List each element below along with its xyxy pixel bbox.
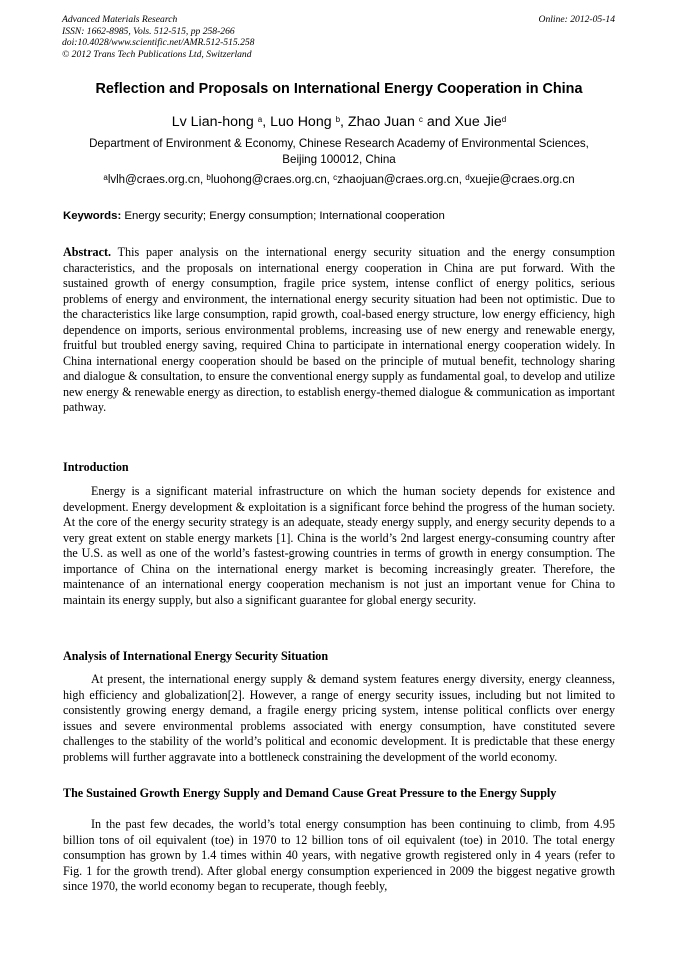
email-mark: c — [333, 173, 338, 182]
introduction-section — [63, 484, 615, 608]
email-separator: , — [326, 174, 334, 186]
author-mark: d — [501, 115, 507, 124]
analysis-section — [63, 672, 615, 765]
email-mark: d — [465, 173, 470, 182]
issn-line: ISSN: 1662-8985, Vols. 512-515, pp 258-266 — [62, 25, 235, 37]
section-heading-analysis: Analysis of International Energy Security Situation — [63, 649, 329, 663]
email-address[interactable]: luohong@craes.org.cn — [210, 174, 327, 186]
email-separator: , — [458, 174, 466, 186]
email-address[interactable]: zhaojuan@craes.org.cn — [337, 174, 459, 186]
abstract-text: This paper analysis on the international energy security situation and the energy consumption characteristics, and the proposals on international energy cooperation in China are put forward. With the sustained growth of energy consumption, fragile price system, intense conflict of energy politics, serious problems of energy and environment, the international energy security situation had been not optimistic. Due to the characteristics like large consumption, rapid growth, coal-based energy structure, low energy efficiency, high dependence on imports, serious environmental problems, increasing use of new energy and renewable energy, fruitful but troubled energy saving, required China to participate in international energy cooperation widely. In China international energy cooperation should be based on the principle of mutual benefit, technology sharing and dialogue & consultation, to ensure the conventional energy supply as fundamental goal, to develop and utilize new energy & renewable energy as direction, to establish energy-themed dialogue & communication as important pathway. — [63, 245, 615, 414]
sustained-growth-section — [63, 817, 615, 895]
keywords-label: Keywords: — [63, 210, 122, 222]
abstract — [63, 245, 615, 416]
copyright-line: © 2012 Trans Tech Publications Ltd, Switzerland — [62, 48, 252, 60]
section-heading-introduction: Introduction — [63, 460, 129, 474]
affiliation — [40, 136, 638, 168]
keywords-text: Energy security; Energy consumption; International cooperation — [121, 210, 445, 222]
subsection-heading-sustained-growth: The Sustained Growth Energy Supply and Demand Cause Great Pressure to the Energy Supply — [63, 786, 557, 800]
author-separator: , — [340, 114, 348, 130]
doi-line[interactable]: doi:10.4028/www.scientific.net/AMR.512-515.258 — [62, 37, 255, 49]
author-name: Zhao Juan — [347, 114, 415, 130]
email-address[interactable]: xuejie@craes.org.cn — [469, 174, 575, 186]
analysis-paragraph: At present, the international energy supply & demand system features energy diversity, energy cleanness, high efficiency and globalization[2]. However, a range of energy security issues, including but not limited to consistently growing energy demand, a fragile energy pricing system, intense political conflicts over energy issues and severe environmental problems associated with energy consumption, have constituted severe challenges to the stability of the world’s political and economic development. It is predictable that these energy problems will further aggravate into a bottleneck constraining the development of the world economy. — [63, 672, 615, 764]
abstract-label: Abstract. — [63, 245, 112, 259]
email-separator: , — [200, 174, 207, 186]
author-mark: b — [335, 115, 341, 124]
keywords — [63, 208, 616, 224]
affiliation-line: Beijing 100012, China — [282, 153, 396, 166]
email-list — [40, 172, 638, 188]
author-mark: a — [257, 115, 263, 124]
author-name: Luo Hong — [270, 114, 332, 130]
affiliation-line: Department of Environment & Economy, Chinese Research Academy of Environmental Sciences, — [89, 137, 589, 150]
introduction-paragraph: Energy is a significant material infrastructure on which the human society depends for existence and development. Energy development & exploitation is a significant force behind the progress of the human society. At the core of the energy security strategy is an adequate, steady energy supply, and energy security depends to a very great extent on stable energy markets [1]. China is the world’s 2nd largest energy-consuming country after the U.S. as well as one of the world’s fastest-growing countries in terms of growth in energy consumption. The importance of China on the international energy market is becoming increasingly greater. Therefore, the maintenance of an international energy cooperation mechanism is not just an important venue for China to maintain its energy supply, but also a significant guarantee for global energy security. — [63, 484, 615, 607]
online-date: Online: 2012-05-14 — [538, 14, 615, 25]
author-separator: and — [422, 114, 455, 130]
journal-header — [62, 14, 615, 60]
email-mark: b — [206, 173, 211, 182]
journal-info — [62, 14, 615, 60]
author-name: Lv Lian-hong — [171, 114, 254, 130]
paper-title: Reflection and Proposals on International Energy Cooperation in China — [95, 81, 583, 97]
email-address[interactable]: lvlh@craes.org.cn — [107, 174, 201, 186]
author-mark: c — [418, 115, 423, 124]
author-name: Xue Jie — [454, 114, 502, 130]
sustained-growth-paragraph: In the past few decades, the world’s total energy consumption has been continuing to climb, from 4.95 billion tons of oil equivalent (toe) in 1970 to 12 billion tons of oil equivalent (toe) in 2010. The total energy consumption has grown by 1.4 times within 40 years, with negative growth registered only in 4 years (refer to Fig. 1 for the growth trend). After global energy consumption experienced in 2009 the biggest negative growth since 1970, the world economy began to recuperate, though feebly, — [63, 817, 615, 893]
email-mark: a — [103, 173, 108, 182]
author-list — [40, 112, 638, 132]
journal-name: Advanced Materials Research — [62, 14, 178, 25]
author-separator: , — [262, 114, 271, 130]
